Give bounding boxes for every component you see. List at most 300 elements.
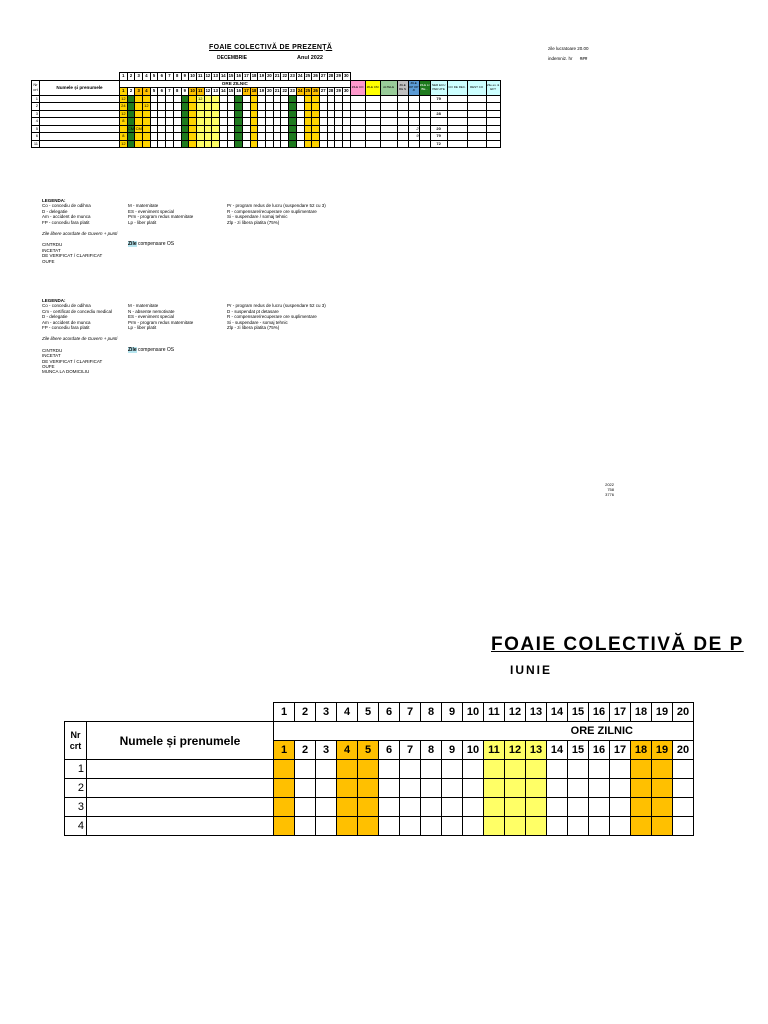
hours-cell[interactable] xyxy=(219,133,227,141)
hours-cell[interactable] xyxy=(143,95,151,103)
hours-cell[interactable] xyxy=(335,125,343,133)
hours-cell[interactable] xyxy=(342,125,350,133)
hours-cell[interactable] xyxy=(235,110,243,118)
hours-cell[interactable] xyxy=(127,95,135,103)
hours-cell[interactable] xyxy=(150,110,158,118)
summary-cell[interactable] xyxy=(447,95,467,103)
hours-cell[interactable] xyxy=(166,110,174,118)
hours-cell[interactable] xyxy=(273,110,281,118)
summary-cell[interactable] xyxy=(447,110,467,118)
hours-cell[interactable] xyxy=(166,118,174,126)
summary-cell[interactable] xyxy=(380,95,397,103)
hours-cell[interactable] xyxy=(505,760,526,779)
hours-cell[interactable] xyxy=(379,779,400,798)
hours-cell[interactable] xyxy=(143,133,151,141)
hours-cell[interactable] xyxy=(463,760,484,779)
hours-cell[interactable] xyxy=(143,110,151,118)
hours-cell[interactable] xyxy=(421,779,442,798)
summary-cell[interactable] xyxy=(380,110,397,118)
hours-cell[interactable] xyxy=(505,798,526,817)
hours-cell[interactable] xyxy=(173,103,181,111)
hours-cell[interactable] xyxy=(266,103,274,111)
hours-cell[interactable] xyxy=(250,133,258,141)
hours-cell[interactable] xyxy=(204,110,212,118)
hours-cell[interactable] xyxy=(181,125,189,133)
hours-cell[interactable] xyxy=(316,760,337,779)
hours-cell[interactable] xyxy=(342,110,350,118)
hours-cell[interactable] xyxy=(173,140,181,148)
hours-cell[interactable] xyxy=(304,95,312,103)
summary-cell[interactable] xyxy=(397,110,408,118)
hours-cell[interactable] xyxy=(484,817,505,836)
summary-cell[interactable] xyxy=(486,95,500,103)
hours-cell[interactable] xyxy=(274,779,295,798)
summary-cell[interactable] xyxy=(419,103,430,111)
hours-cell[interactable] xyxy=(150,125,158,133)
summary-cell[interactable] xyxy=(365,125,380,133)
summary-cell[interactable] xyxy=(419,110,430,118)
summary-cell[interactable] xyxy=(408,110,419,118)
hours-cell[interactable] xyxy=(335,110,343,118)
hours-cell[interactable]: 12 xyxy=(121,110,126,116)
employee-name-cell[interactable] xyxy=(87,779,274,798)
hours-cell[interactable] xyxy=(158,140,166,148)
summary-cell[interactable] xyxy=(447,125,467,133)
hours-cell[interactable] xyxy=(281,110,289,118)
hours-cell[interactable] xyxy=(181,140,189,148)
hours-cell[interactable] xyxy=(358,817,379,836)
hours-cell[interactable] xyxy=(316,798,337,817)
hours-cell[interactable] xyxy=(235,125,243,133)
hours-cell[interactable] xyxy=(295,798,316,817)
hours-cell[interactable] xyxy=(227,95,235,103)
total-hours-cell[interactable]: 20 xyxy=(430,125,447,133)
summary-cell[interactable] xyxy=(467,140,486,148)
hours-cell[interactable] xyxy=(327,140,335,148)
hours-cell[interactable] xyxy=(568,760,589,779)
hours-cell[interactable] xyxy=(335,133,343,141)
hours-cell[interactable] xyxy=(547,779,568,798)
employee-name-cell[interactable] xyxy=(40,118,120,126)
hours-cell[interactable] xyxy=(258,118,266,126)
summary-cell[interactable] xyxy=(467,133,486,141)
hours-cell[interactable] xyxy=(135,140,143,148)
hours-cell[interactable] xyxy=(127,133,135,141)
hours-cell[interactable] xyxy=(227,125,235,133)
hours-cell[interactable] xyxy=(266,140,274,148)
hours-cell[interactable] xyxy=(289,110,297,118)
hours-cell[interactable] xyxy=(295,817,316,836)
hours-cell[interactable] xyxy=(281,133,289,141)
hours-cell[interactable] xyxy=(158,110,166,118)
summary-cell[interactable] xyxy=(397,133,408,141)
hours-cell[interactable] xyxy=(568,779,589,798)
hours-cell[interactable] xyxy=(379,817,400,836)
hours-cell[interactable] xyxy=(327,118,335,126)
summary-cell[interactable] xyxy=(419,118,430,126)
hours-cell[interactable] xyxy=(296,125,304,133)
summary-cell[interactable]: 9 xyxy=(408,133,419,141)
hours-cell[interactable] xyxy=(266,95,274,103)
hours-cell[interactable] xyxy=(212,133,220,141)
hours-cell[interactable] xyxy=(227,140,235,148)
hours-cell[interactable] xyxy=(358,760,379,779)
hours-cell[interactable] xyxy=(235,118,243,126)
hours-cell[interactable] xyxy=(289,125,297,133)
hours-cell[interactable] xyxy=(219,140,227,148)
hours-cell[interactable]: 12 xyxy=(121,95,126,101)
hours-cell[interactable] xyxy=(204,140,212,148)
summary-cell[interactable] xyxy=(486,103,500,111)
hours-cell[interactable] xyxy=(304,118,312,126)
hours-cell[interactable] xyxy=(243,133,251,141)
hours-cell[interactable] xyxy=(189,110,197,118)
summary-cell[interactable] xyxy=(419,125,430,133)
total-hours-cell[interactable] xyxy=(430,118,447,126)
hours-cell[interactable] xyxy=(158,118,166,126)
summary-cell[interactable] xyxy=(447,140,467,148)
hours-cell[interactable] xyxy=(319,103,327,111)
hours-cell[interactable] xyxy=(150,95,158,103)
hours-cell[interactable] xyxy=(281,125,289,133)
summary-cell[interactable] xyxy=(365,140,380,148)
hours-cell[interactable] xyxy=(589,817,610,836)
hours-cell[interactable] xyxy=(526,760,547,779)
hours-cell[interactable] xyxy=(327,110,335,118)
summary-cell[interactable] xyxy=(486,110,500,118)
hours-cell[interactable] xyxy=(250,140,258,148)
hours-cell[interactable] xyxy=(304,133,312,141)
hours-cell[interactable] xyxy=(212,110,220,118)
hours-cell[interactable] xyxy=(316,817,337,836)
hours-cell[interactable] xyxy=(526,798,547,817)
hours-cell[interactable] xyxy=(400,798,421,817)
hours-cell[interactable] xyxy=(250,95,258,103)
hours-cell[interactable] xyxy=(250,110,258,118)
hours-cell[interactable] xyxy=(484,760,505,779)
hours-cell[interactable] xyxy=(484,779,505,798)
hours-cell[interactable] xyxy=(610,817,631,836)
hours-cell[interactable] xyxy=(189,125,197,133)
hours-cell[interactable] xyxy=(166,125,174,133)
hours-cell[interactable] xyxy=(526,779,547,798)
hours-cell[interactable] xyxy=(304,140,312,148)
hours-cell[interactable] xyxy=(289,103,297,111)
summary-cell[interactable] xyxy=(467,118,486,126)
hours-cell[interactable] xyxy=(442,760,463,779)
hours-cell[interactable] xyxy=(181,103,189,111)
hours-cell[interactable] xyxy=(652,817,673,836)
hours-cell[interactable] xyxy=(212,118,220,126)
hours-cell[interactable] xyxy=(120,125,128,133)
hours-cell[interactable] xyxy=(289,95,297,103)
hours-cell[interactable] xyxy=(337,779,358,798)
hours-cell[interactable] xyxy=(196,140,204,148)
hours-cell[interactable] xyxy=(158,125,166,133)
hours-cell[interactable] xyxy=(219,103,227,111)
hours-cell[interactable] xyxy=(143,140,151,148)
hours-cell[interactable] xyxy=(166,133,174,141)
summary-cell[interactable] xyxy=(365,95,380,103)
hours-cell[interactable] xyxy=(243,110,251,118)
hours-cell[interactable] xyxy=(319,95,327,103)
hours-cell[interactable] xyxy=(243,140,251,148)
hours-cell[interactable] xyxy=(243,95,251,103)
hours-cell[interactable] xyxy=(273,140,281,148)
hours-cell[interactable] xyxy=(652,798,673,817)
hours-cell[interactable] xyxy=(258,110,266,118)
hours-cell[interactable]: 12 xyxy=(144,103,149,109)
hours-cell[interactable] xyxy=(273,118,281,126)
hours-cell[interactable] xyxy=(173,118,181,126)
summary-cell[interactable] xyxy=(365,133,380,141)
hours-cell[interactable] xyxy=(296,110,304,118)
hours-cell[interactable] xyxy=(296,140,304,148)
hours-cell[interactable] xyxy=(342,118,350,126)
hours-cell[interactable] xyxy=(337,798,358,817)
hours-cell[interactable] xyxy=(547,760,568,779)
hours-cell[interactable] xyxy=(158,95,166,103)
hours-cell[interactable] xyxy=(304,103,312,111)
hours-cell[interactable] xyxy=(652,760,673,779)
summary-cell[interactable] xyxy=(467,110,486,118)
hours-cell[interactable] xyxy=(150,140,158,148)
summary-cell[interactable] xyxy=(380,140,397,148)
summary-cell[interactable] xyxy=(447,103,467,111)
hours-cell[interactable] xyxy=(204,118,212,126)
hours-cell[interactable] xyxy=(442,817,463,836)
hours-cell[interactable] xyxy=(631,779,652,798)
hours-cell[interactable] xyxy=(295,760,316,779)
hours-cell[interactable] xyxy=(673,760,694,779)
hours-cell[interactable] xyxy=(243,103,251,111)
total-hours-cell[interactable]: 72 xyxy=(430,140,447,148)
hours-cell[interactable] xyxy=(610,779,631,798)
hours-cell[interactable] xyxy=(204,125,212,133)
hours-cell[interactable] xyxy=(158,133,166,141)
hours-cell[interactable] xyxy=(189,95,197,103)
hours-cell[interactable] xyxy=(342,103,350,111)
hours-cell[interactable]: 12 xyxy=(121,140,126,146)
hours-cell[interactable] xyxy=(235,140,243,148)
hours-cell[interactable] xyxy=(235,133,243,141)
employee-name-cell[interactable] xyxy=(40,133,120,141)
hours-cell[interactable] xyxy=(296,95,304,103)
hours-cell[interactable] xyxy=(289,133,297,141)
hours-cell[interactable] xyxy=(173,95,181,103)
hours-cell[interactable] xyxy=(204,103,212,111)
employee-name-cell[interactable] xyxy=(87,817,274,836)
summary-cell[interactable] xyxy=(350,140,365,148)
hours-cell[interactable] xyxy=(135,133,143,141)
hours-cell[interactable] xyxy=(547,798,568,817)
hours-cell[interactable] xyxy=(281,95,289,103)
summary-cell[interactable] xyxy=(419,140,430,148)
hours-cell[interactable] xyxy=(181,118,189,126)
hours-cell[interactable] xyxy=(342,95,350,103)
hours-cell[interactable] xyxy=(281,118,289,126)
hours-cell[interactable] xyxy=(379,798,400,817)
hours-cell[interactable] xyxy=(127,140,135,148)
summary-cell[interactable] xyxy=(350,103,365,111)
summary-cell[interactable] xyxy=(350,118,365,126)
hours-cell[interactable] xyxy=(189,133,197,141)
summary-cell[interactable] xyxy=(380,133,397,141)
hours-cell[interactable] xyxy=(631,817,652,836)
hours-cell[interactable] xyxy=(250,125,258,133)
hours-cell[interactable] xyxy=(342,140,350,148)
hours-cell[interactable] xyxy=(150,133,158,141)
hours-cell[interactable] xyxy=(173,133,181,141)
hours-cell[interactable] xyxy=(219,118,227,126)
summary-cell[interactable] xyxy=(365,103,380,111)
hours-cell[interactable] xyxy=(304,125,312,133)
summary-cell[interactable] xyxy=(486,133,500,141)
hours-cell[interactable] xyxy=(289,140,297,148)
hours-cell[interactable] xyxy=(296,103,304,111)
employee-name-cell[interactable] xyxy=(40,110,120,118)
hours-cell[interactable]: 8 xyxy=(120,133,128,141)
hours-cell[interactable] xyxy=(243,118,251,126)
hours-cell[interactable] xyxy=(181,95,189,103)
hours-cell[interactable] xyxy=(319,133,327,141)
hours-cell[interactable] xyxy=(358,798,379,817)
hours-cell[interactable]: CM xyxy=(135,125,142,131)
hours-cell[interactable] xyxy=(212,95,220,103)
hours-cell[interactable] xyxy=(274,817,295,836)
hours-cell[interactable] xyxy=(631,798,652,817)
hours-cell[interactable] xyxy=(327,125,335,133)
summary-cell[interactable] xyxy=(397,140,408,148)
hours-cell[interactable] xyxy=(212,140,220,148)
summary-cell[interactable] xyxy=(350,110,365,118)
hours-cell[interactable] xyxy=(631,760,652,779)
total-hours-cell[interactable]: 28 xyxy=(430,110,447,118)
hours-cell[interactable] xyxy=(421,798,442,817)
hours-cell[interactable] xyxy=(442,798,463,817)
hours-cell[interactable] xyxy=(143,118,151,126)
hours-cell[interactable] xyxy=(319,118,327,126)
hours-cell[interactable] xyxy=(400,760,421,779)
hours-cell[interactable] xyxy=(173,125,181,133)
hours-cell[interactable] xyxy=(312,125,320,133)
hours-cell[interactable] xyxy=(204,95,212,103)
summary-cell[interactable] xyxy=(350,125,365,133)
hours-cell[interactable] xyxy=(250,118,258,126)
hours-cell[interactable] xyxy=(227,133,235,141)
summary-cell[interactable] xyxy=(397,103,408,111)
hours-cell[interactable] xyxy=(400,817,421,836)
hours-cell[interactable] xyxy=(379,760,400,779)
hours-cell[interactable] xyxy=(442,779,463,798)
hours-cell[interactable]: CM xyxy=(127,125,135,131)
summary-cell[interactable] xyxy=(365,118,380,126)
hours-cell[interactable] xyxy=(319,125,327,133)
hours-cell[interactable]: 8 xyxy=(120,118,128,126)
hours-cell[interactable] xyxy=(327,133,335,141)
hours-cell[interactable] xyxy=(143,125,151,133)
hours-cell[interactable] xyxy=(258,103,266,111)
hours-cell[interactable] xyxy=(484,798,505,817)
hours-cell[interactable] xyxy=(312,110,320,118)
summary-cell[interactable] xyxy=(380,125,397,133)
hours-cell[interactable] xyxy=(312,103,320,111)
hours-cell[interactable] xyxy=(327,95,335,103)
summary-cell[interactable] xyxy=(365,110,380,118)
summary-cell[interactable] xyxy=(408,118,419,126)
hours-cell[interactable] xyxy=(227,118,235,126)
hours-cell[interactable] xyxy=(463,779,484,798)
hours-cell[interactable] xyxy=(150,118,158,126)
summary-cell[interactable] xyxy=(419,95,430,103)
hours-cell[interactable] xyxy=(127,118,135,126)
hours-cell[interactable] xyxy=(652,779,673,798)
summary-cell[interactable] xyxy=(397,125,408,133)
hours-cell[interactable] xyxy=(568,817,589,836)
summary-cell[interactable] xyxy=(419,133,430,141)
hours-cell[interactable] xyxy=(135,110,143,118)
summary-cell[interactable] xyxy=(408,140,419,148)
hours-cell[interactable] xyxy=(189,118,197,126)
hours-cell[interactable] xyxy=(258,95,266,103)
hours-cell[interactable] xyxy=(610,798,631,817)
hours-cell[interactable] xyxy=(127,103,135,111)
hours-cell[interactable] xyxy=(337,817,358,836)
hours-cell[interactable] xyxy=(289,118,297,126)
hours-cell[interactable] xyxy=(212,125,220,133)
hours-cell[interactable] xyxy=(274,798,295,817)
summary-cell[interactable] xyxy=(408,95,419,103)
summary-cell[interactable] xyxy=(397,95,408,103)
hours-cell[interactable] xyxy=(673,798,694,817)
hours-cell[interactable] xyxy=(196,110,204,118)
hours-cell[interactable] xyxy=(189,140,197,148)
hours-cell[interactable] xyxy=(258,125,266,133)
hours-cell[interactable] xyxy=(150,103,158,111)
summary-cell[interactable] xyxy=(486,125,500,133)
hours-cell[interactable] xyxy=(196,103,204,111)
summary-cell[interactable] xyxy=(447,118,467,126)
hours-cell[interactable] xyxy=(335,103,343,111)
hours-cell[interactable] xyxy=(204,133,212,141)
total-hours-cell[interactable]: 79 xyxy=(430,133,447,141)
hours-cell[interactable] xyxy=(400,779,421,798)
hours-cell[interactable] xyxy=(219,125,227,133)
hours-cell[interactable] xyxy=(135,103,143,111)
hours-cell[interactable] xyxy=(337,760,358,779)
hours-cell[interactable] xyxy=(295,779,316,798)
hours-cell[interactable] xyxy=(227,103,235,111)
hours-cell[interactable] xyxy=(673,817,694,836)
hours-cell[interactable] xyxy=(166,103,174,111)
hours-cell[interactable] xyxy=(258,140,266,148)
hours-cell[interactable] xyxy=(319,140,327,148)
hours-cell[interactable] xyxy=(421,760,442,779)
hours-cell[interactable] xyxy=(189,103,197,111)
hours-cell[interactable] xyxy=(212,103,220,111)
hours-cell[interactable] xyxy=(196,118,204,126)
employee-name-cell[interactable] xyxy=(40,95,120,103)
employee-name-cell[interactable] xyxy=(87,760,274,779)
hours-cell[interactable] xyxy=(243,125,251,133)
hours-cell[interactable] xyxy=(335,140,343,148)
hours-cell[interactable] xyxy=(266,133,274,141)
hours-cell[interactable] xyxy=(196,125,204,133)
hours-cell[interactable] xyxy=(274,760,295,779)
total-hours-cell[interactable]: 79 xyxy=(430,95,447,103)
hours-cell[interactable] xyxy=(273,95,281,103)
summary-cell[interactable] xyxy=(486,118,500,126)
